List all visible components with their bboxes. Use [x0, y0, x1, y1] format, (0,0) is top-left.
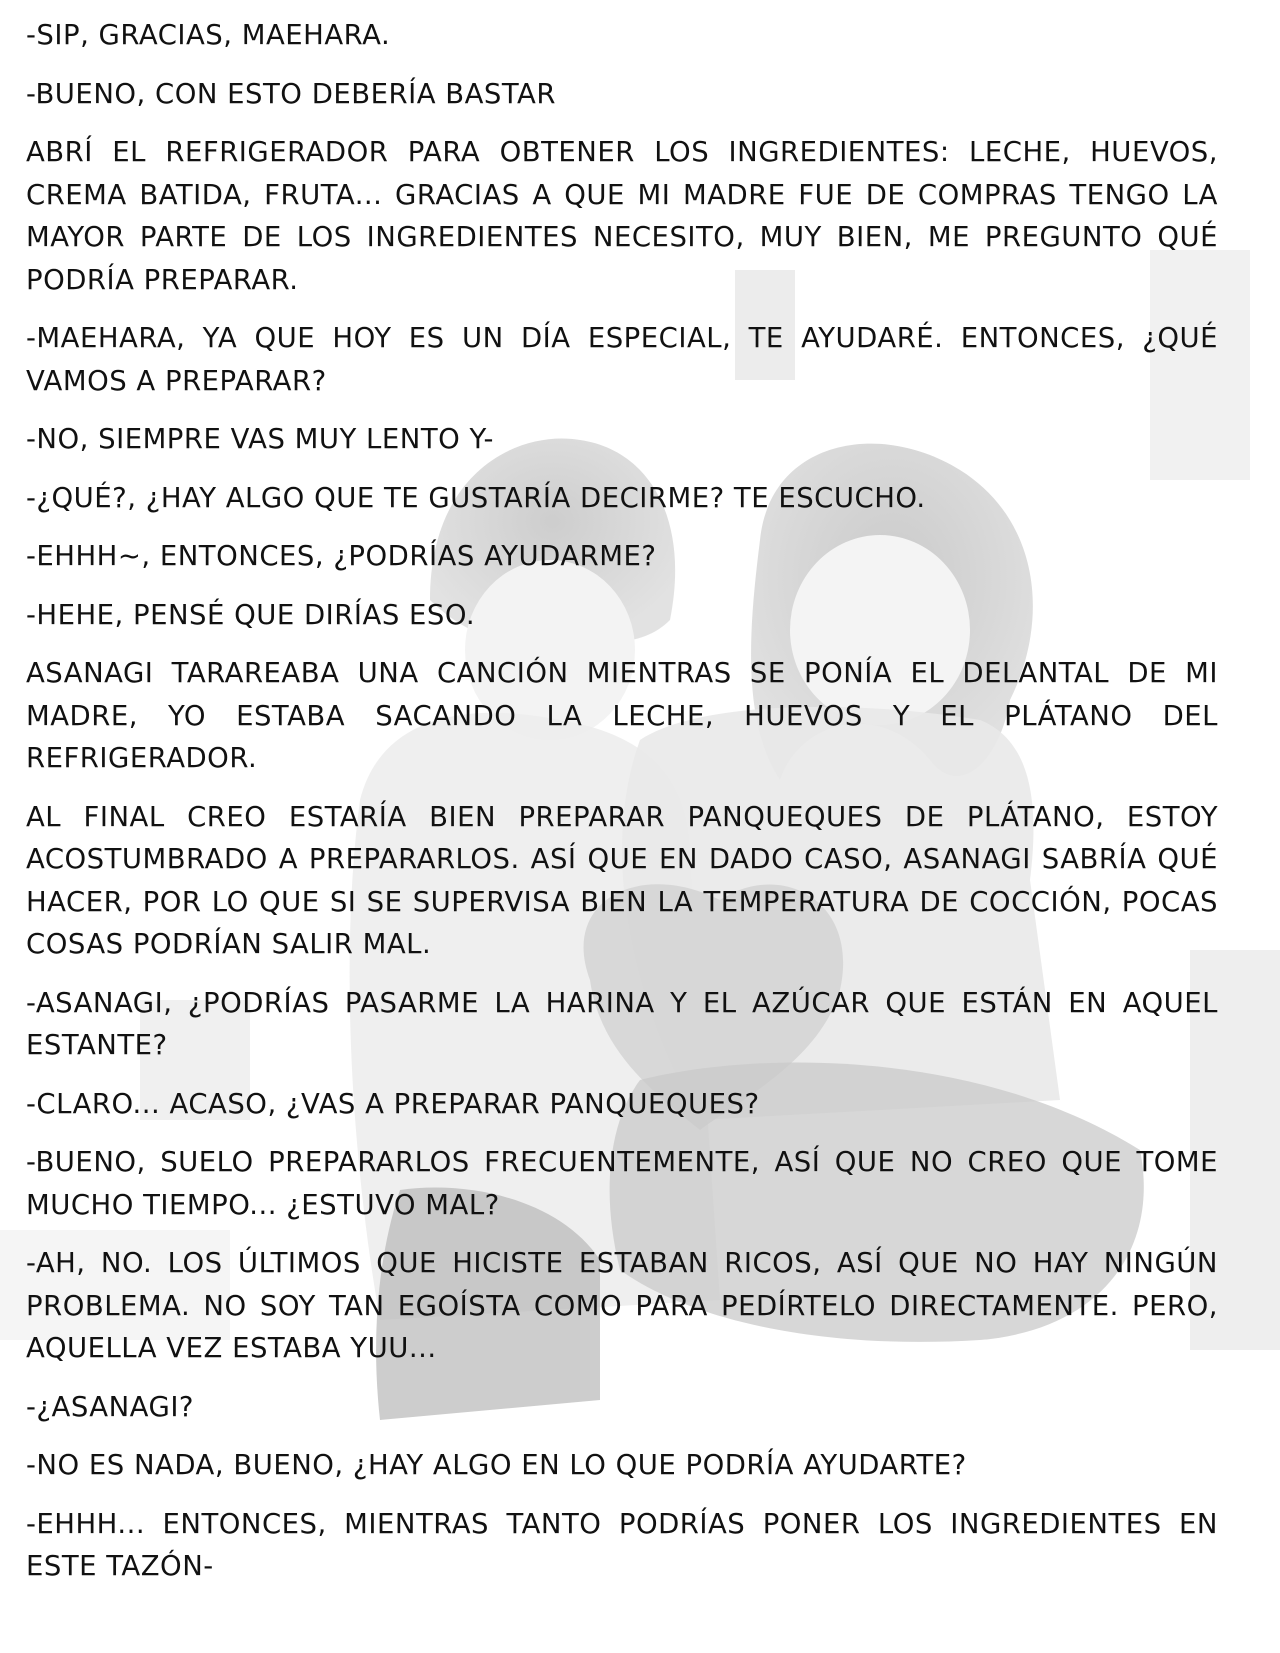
paragraph-4: -MAEHARA, YA QUE HOY ES UN DÍA ESPECIAL, TE AYUDARÉ. ENTONCES, ¿QUÉ VAMOS A PREPARAR?	[26, 322, 1218, 397]
paragraph-2: -BUENO, CON ESTO DEBERÍA BASTAR	[26, 77, 556, 110]
paragraph-17: -EHHH... ENTONCES, MIENTRAS TANTO PODRÍAS PONER LOS INGREDIENTES EN ESTE TAZÓN-	[26, 1507, 1218, 1582]
paragraph-13: -BUENO, SUELO PREPARARLOS FRECUENTEMENTE, ASÍ QUE NO CREO QUE TOME MUCHO TIEMPO... ¿ESTUVO MAL?	[26, 1146, 1218, 1221]
paragraph-12: -CLARO... ACASO, ¿VAS A PREPARAR PANQUEQUES?	[26, 1087, 760, 1120]
paragraph-10: AL FINAL CREO ESTARÍA BIEN PREPARAR PANQUEQUES DE PLÁTANO, ESTOY ACOSTUMBRADO A PREPARARLOS. ASÍ QUE EN DADO CASO, ASANAGI SABRÍA QUÉ HACER, POR LO QUE SI SE SUPERVISA BIEN LA TEMPERATURA DE COCCIÓN, POCAS COSAS PODRÍAN SALIR MAL.	[26, 800, 1218, 960]
paragraph-11: -ASANAGI, ¿PODRÍAS PASARME LA HARINA Y EL AZÚCAR QUE ESTÁN EN AQUEL ESTANTE?	[26, 986, 1218, 1061]
paragraph-14: -AH, NO. LOS ÚLTIMOS QUE HICISTE ESTABAN RICOS, ASÍ QUE NO HAY NINGÚN PROBLEMA. NO SOY TAN EGOÍSTA COMO PARA PEDÍRTELO DIRECTAMENTE. PERO, AQUELLA VEZ ESTABA YUU...	[26, 1247, 1218, 1364]
paragraph-1: -SIP, GRACIAS, MAEHARA.	[26, 19, 391, 51]
paragraph-9: ASANAGI TARAREABA UNA CANCIÓN MIENTRAS SE PONÍA EL DELANTAL DE MI MADRE, YO ESTABA SACANDO LA LECHE, HUEVOS Y EL PLÁTANO DEL REFRIGERADOR.	[26, 657, 1218, 774]
paragraph-15: -¿ASANAGI?	[26, 1390, 195, 1423]
paragraph-8: -HEHE, PENSÉ QUE DIRÍAS ESO.	[26, 598, 476, 631]
paragraph-6: -¿QUÉ?, ¿HAY ALGO QUE TE GUSTARÍA DECIRME? TE ESCUCHO.	[26, 481, 926, 514]
paragraph-16: -NO ES NADA, BUENO, ¿HAY ALGO EN LO QUE PODRÍA AYUDARTE?	[26, 1449, 967, 1481]
paragraph-7: -EHHH~, ENTONCES, ¿PODRÍAS AYUDARME?	[26, 540, 657, 572]
paragraph-3: ABRÍ EL REFRIGERADOR PARA OBTENER LOS INGREDIENTES: LECHE, HUEVOS, CREMA BATIDA, FRUTA... GRACIAS A QUE MI MADRE FUE DE COMPRAS TENGO LA MAYOR PARTE DE LOS INGREDIENTES NECESITO, MUY BIEN, ME PREGUNTO QUÉ PODRÍA PREPARAR.	[26, 136, 1218, 296]
paragraph-5: -NO, SIEMPRE VAS MUY LENTO Y-	[26, 423, 494, 455]
